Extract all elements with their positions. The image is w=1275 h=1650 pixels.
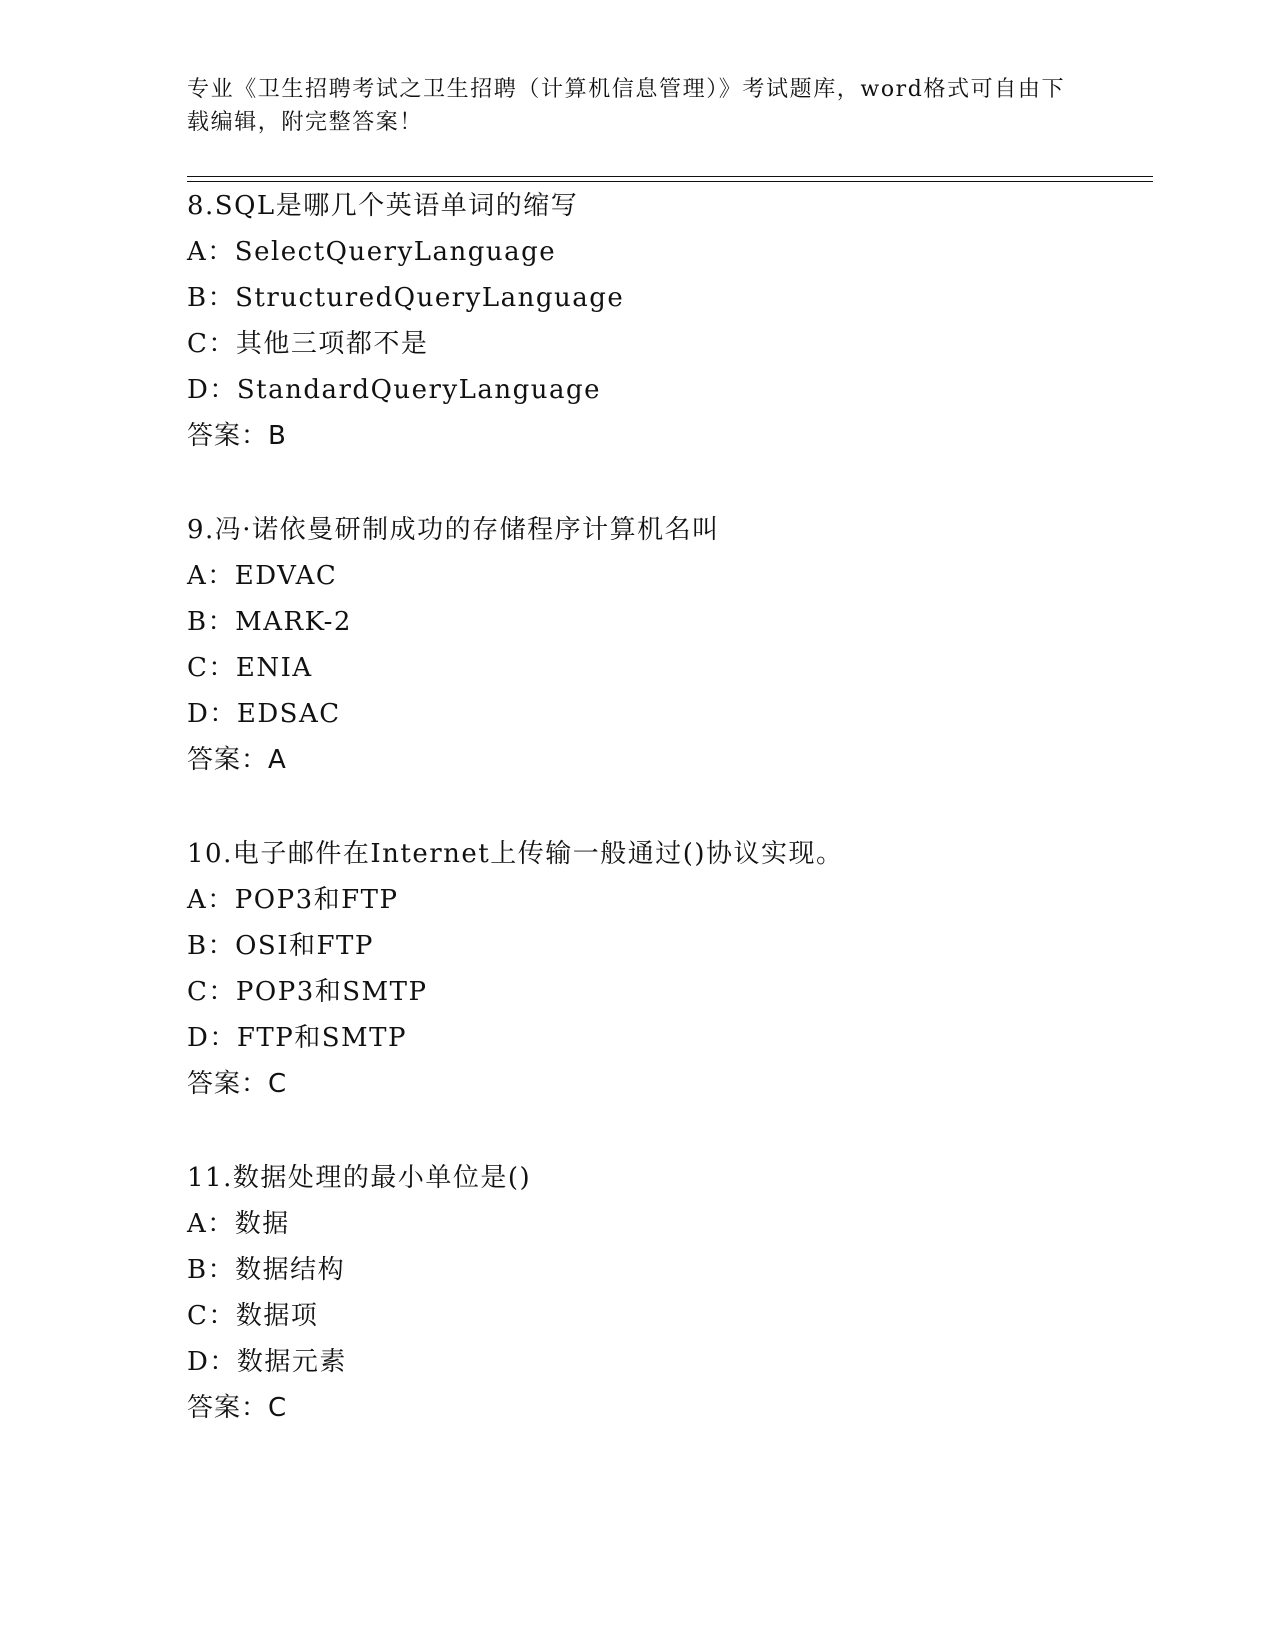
question-option-d: D：StandardQueryLanguage bbox=[187, 375, 602, 405]
document-intro: 专业《卫生招聘考试之卫生招聘（计算机信息管理）》考试题库，word格式可自由下载编辑，附完整答案！ bbox=[187, 77, 1066, 135]
question-answer: 答案：C bbox=[187, 1393, 288, 1423]
question-option-c: C：数据项 bbox=[187, 1301, 319, 1331]
question-option-b: B：StructuredQueryLanguage bbox=[187, 283, 625, 313]
question-option-a: A：SelectQueryLanguage bbox=[187, 237, 557, 267]
question-option-d: D：数据元素 bbox=[187, 1347, 347, 1377]
question-answer: 答案：B bbox=[187, 421, 287, 451]
header-rule-top bbox=[187, 176, 1153, 177]
question-option-c: C：ENIA bbox=[187, 653, 313, 683]
question-option-a: A：POP3和FTP bbox=[187, 885, 399, 915]
question-block-8 bbox=[187, 183, 1187, 459]
question-option-b: B：MARK-2 bbox=[187, 607, 352, 637]
question-block-10 bbox=[187, 831, 1187, 1107]
question-option-b: B：数据结构 bbox=[187, 1255, 346, 1285]
question-answer: 答案：A bbox=[187, 745, 287, 775]
question-option-c: C：其他三项都不是 bbox=[187, 329, 429, 359]
question-block-9 bbox=[187, 507, 1187, 783]
question-option-d: D：EDSAC bbox=[187, 699, 341, 729]
question-title: 10.电子邮件在Internet上传输一般通过()协议实现。 bbox=[187, 839, 844, 869]
question-option-b: B：OSI和FTP bbox=[187, 931, 374, 961]
question-answer: 答案：C bbox=[187, 1069, 288, 1099]
question-title: 8.SQL是哪几个英语单词的缩写 bbox=[187, 191, 579, 221]
header-rule-bottom bbox=[187, 181, 1153, 182]
question-option-c: C：POP3和SMTP bbox=[187, 977, 428, 1007]
question-option-a: A：数据 bbox=[187, 1209, 290, 1239]
question-block-11 bbox=[187, 1155, 1187, 1431]
question-title: 11.数据处理的最小单位是() bbox=[187, 1163, 532, 1193]
question-option-d: D：FTP和SMTP bbox=[187, 1023, 407, 1053]
question-title: 9.冯·诺依曼研制成功的存储程序计算机名叫 bbox=[187, 515, 720, 545]
question-option-a: A：EDVAC bbox=[187, 561, 338, 591]
